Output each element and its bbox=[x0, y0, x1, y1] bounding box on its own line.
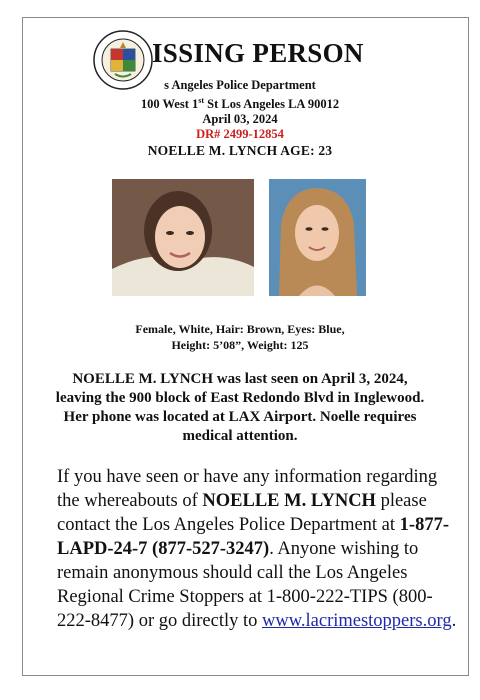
photo-left bbox=[112, 179, 254, 296]
photo-right bbox=[269, 179, 366, 296]
contact-person-name: NOELLE M. LYNCH bbox=[202, 491, 376, 511]
department-name: s Angeles Police Department bbox=[164, 78, 316, 92]
department-address: 100 West 1st St Los Angeles LA 90012 bbox=[140, 96, 340, 112]
physical-descriptors bbox=[80, 321, 400, 353]
name-age: NOELLE M. LYNCH AGE: 23 bbox=[147, 143, 333, 159]
dr-number: DR# 2499-12854 bbox=[196, 127, 284, 142]
descriptors-line-2: Height: 5’08”, Weight: 125 bbox=[171, 338, 309, 352]
lapd-phone: 1-877-LAPD-24-7 (877-527-3247) bbox=[57, 515, 449, 559]
poster-title: ISSING PERSON bbox=[152, 38, 364, 68]
crime-stoppers-link[interactable]: www.lacrimestoppers.org bbox=[262, 611, 452, 631]
contact-paragraph: If you have seen or have any information regarding the whereabouts of NOELLE M. LYNCH please contact the Los Angeles Police Department at 1-877-LAPD-24-7 (877-527-3247). Anyone wishing to remain anonymous should call the Los Angeles Regional Crime Stoppers at 1-800-222-TIPS (800-222-8477) or go directly to www.lacrimestoppers.org. bbox=[57, 467, 457, 631]
poster-header bbox=[110, 78, 370, 158]
descriptors-line-1: Female, White, Hair: Brown, Eyes: Blue, bbox=[135, 322, 345, 336]
poster-date: April 03, 2024 bbox=[202, 112, 278, 127]
last-seen-summary: NOELLE M. LYNCH was last seen on April 3, 2024, leaving the 900 block of East Redondo Blvd in Inglewood. Her phone was located at LAX Airport. Noelle requires medical attention. bbox=[55, 371, 425, 444]
